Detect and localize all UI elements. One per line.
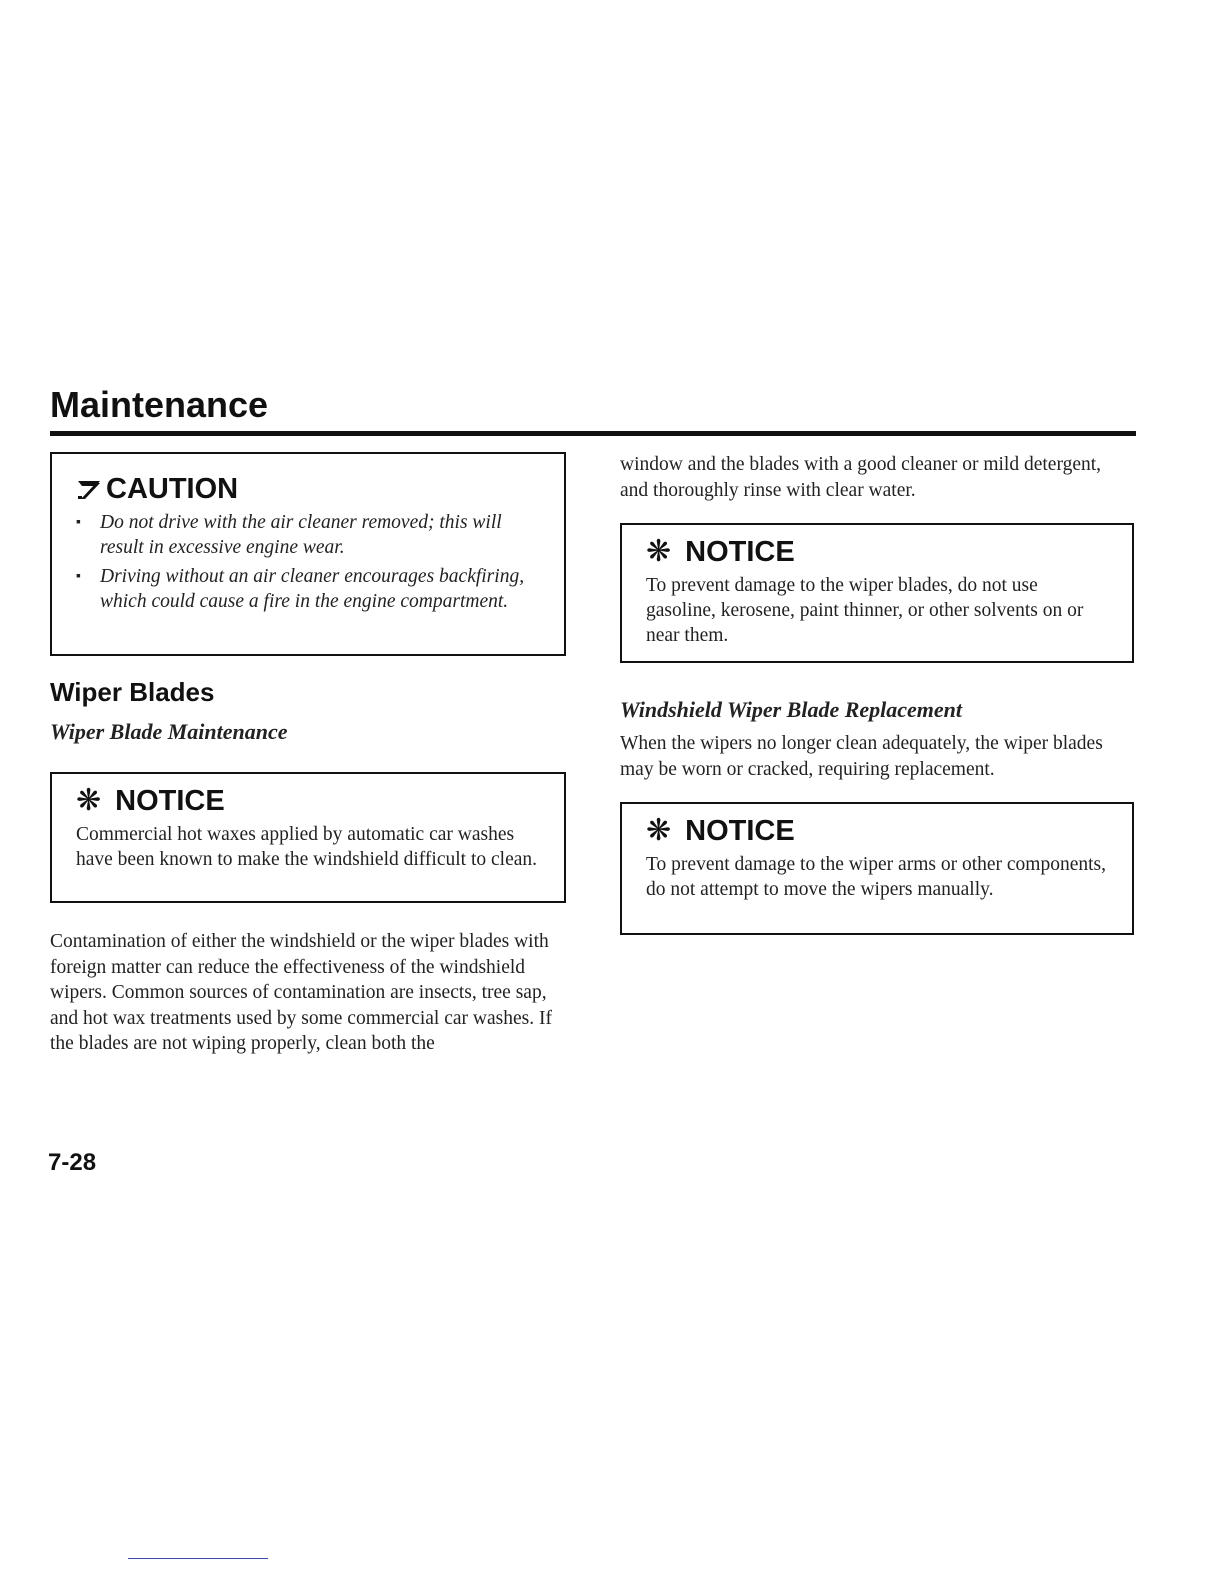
notice-heading — [76, 784, 544, 818]
subsection-title: Windshield Wiper Blade Replacement — [620, 697, 963, 722]
notice-text: Commercial hot waxes applied by automatic car washes have been known to make the windshield difficult to clean. — [76, 824, 538, 870]
notice-text: To prevent damage to the wiper arms or other components, do not attempt to move the wipers manually. — [646, 854, 1106, 900]
notice-title: NOTICE — [685, 815, 795, 847]
caution-title: CAUTION — [106, 473, 239, 505]
list-item — [76, 564, 544, 614]
notice-title: NOTICE — [115, 785, 225, 817]
caution-item-text: Driving without an air cleaner encourages backfiring, which could cause a fire in the engine compartment. — [100, 566, 525, 612]
caution-box — [50, 452, 566, 656]
bullet-icon: ▪ — [76, 569, 81, 584]
notice-heading — [646, 535, 1112, 569]
left-column — [50, 452, 566, 1057]
asterisk-icon: ❋ — [646, 813, 672, 848]
notice-box — [620, 802, 1134, 935]
notice-title: NOTICE — [685, 536, 795, 568]
caution-heading — [76, 472, 544, 506]
body-paragraph: Contamination of either the windshield or the wiper blades with foreign matter can reduce the effectiveness of the windshield wipers. Common sources of contamination are insects, tree sap, and hot wax treatments used by some commercial car washes. If the blades are not wiping properly, clean both the — [50, 931, 552, 1054]
notice-heading — [646, 814, 1112, 848]
subsection-title: Wiper Blade Maintenance — [50, 719, 288, 744]
asterisk-icon: ❋ — [76, 783, 102, 818]
body-paragraph: window and the blades with a good cleaner or mild detergent, and thoroughly rinse with clear water. — [620, 454, 1102, 501]
notice-box — [50, 772, 566, 903]
right-column — [620, 452, 1134, 935]
list-item — [76, 510, 544, 560]
caution-list — [76, 510, 544, 614]
caution-item-text: Do not drive with the air cleaner removed; this will result in excessive engine wear. — [100, 512, 502, 558]
page-number: 7-28 — [48, 1149, 97, 1176]
body-paragraph: When the wipers no longer clean adequately, the wiper blades may be worn or cracked, requiring replacement. — [620, 733, 1103, 780]
asterisk-icon: ❋ — [646, 534, 672, 569]
page-title: Maintenance — [50, 384, 269, 425]
bullet-icon: ▪ — [76, 515, 81, 530]
caution-icon — [76, 477, 102, 501]
notice-text: To prevent damage to the wiper blades, do not use gasoline, kerosene, paint thinner, or other solvents on or near them. — [646, 575, 1084, 646]
header-rule — [50, 431, 1136, 436]
footer-line — [128, 1558, 268, 1559]
section-title: Wiper Blades — [50, 677, 215, 707]
notice-box — [620, 523, 1134, 663]
